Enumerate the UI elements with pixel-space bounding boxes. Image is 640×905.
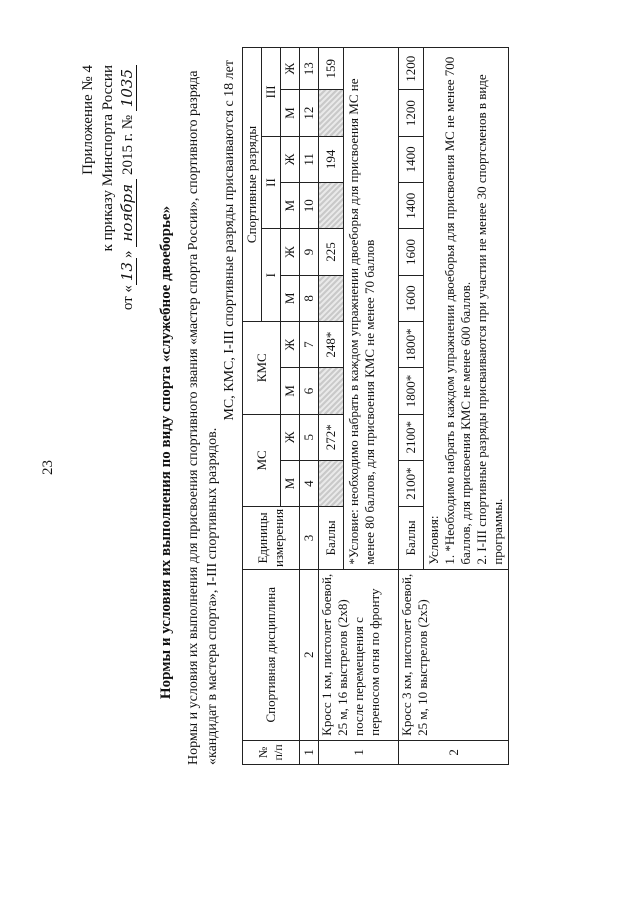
header-r1-f: Ж bbox=[281, 229, 300, 275]
appendix-label: Приложение № 4 bbox=[80, 65, 96, 175]
row2-conditions bbox=[424, 48, 509, 570]
table-row-1-values bbox=[319, 48, 344, 765]
header-kms-f: Ж bbox=[281, 321, 300, 367]
intro-paragraph: Нормы и условия их выполнения для присвоения спортивного звания «мастер спорта России», спортивного разряда «кандидат в мастера спорта», I-III спортивных разрядов. bbox=[186, 70, 220, 765]
row2-kms-m: 1800* bbox=[399, 368, 424, 414]
header-rank-1: I bbox=[262, 229, 281, 322]
colnum: 6 bbox=[300, 368, 319, 414]
header-kms: КМС bbox=[243, 321, 281, 414]
row1-r1-f: 225 bbox=[319, 229, 344, 275]
norms-table bbox=[242, 47, 509, 765]
colnum: 3 bbox=[300, 507, 319, 569]
row1-ms-m bbox=[319, 460, 344, 506]
row2-discipline: Кросс 3 км, пистолет боевой, 25 м, 10 выстрелов (2х5) bbox=[399, 569, 509, 740]
age-note: МС, КМС, I-III спортивные разряды присваиваются с 18 лет bbox=[222, 60, 237, 421]
row2-ms-f: 2100* bbox=[399, 414, 424, 460]
colnum: 9 bbox=[300, 229, 319, 275]
header-kms-m: М bbox=[281, 368, 300, 414]
date-quote: » bbox=[120, 250, 136, 258]
row1-discipline: Кросс 1 км, пистолет боевой, 25 м, 16 выстрелов (2х8) после перемещения с переносом огня по фронту bbox=[319, 569, 399, 740]
header-r1-m: М bbox=[281, 275, 300, 321]
row2-r3-m: 1200 bbox=[399, 90, 424, 136]
colnum: 11 bbox=[300, 136, 319, 182]
row2-cond-title: Условия: bbox=[426, 515, 441, 565]
header-ms: МС bbox=[243, 414, 281, 507]
row2-r1-f: 1600 bbox=[399, 229, 424, 275]
header-sport-ranks: Спортивные разряды bbox=[243, 48, 262, 322]
colnum: 2 bbox=[300, 569, 319, 740]
row2-kms-f: 1800* bbox=[399, 321, 424, 367]
row2-r2-m: 1400 bbox=[399, 183, 424, 229]
row2-units: Баллы bbox=[399, 507, 424, 569]
appendix-date-line bbox=[118, 65, 137, 310]
row1-num: 1 bbox=[319, 740, 399, 764]
row2-r1-m: 1600 bbox=[399, 275, 424, 321]
table-row-2-values bbox=[399, 48, 424, 765]
page-number: 23 bbox=[40, 460, 56, 475]
header-num: № п/п bbox=[243, 740, 300, 764]
header-ms-m: М bbox=[281, 460, 300, 506]
colnum: 12 bbox=[300, 90, 319, 136]
row2-cond-1: 1. *Необходимо набрать в каждом упражнении двоеборья для присвоения МС не менее 700 баллов, для присвоения КМС не менее 600 баллов. bbox=[442, 56, 473, 565]
header-rank-3: III bbox=[262, 48, 281, 137]
date-year: 2015 г. № bbox=[120, 114, 136, 175]
colnum: 5 bbox=[300, 414, 319, 460]
row2-cond-2: 2. I-III спортивные разряды присваиваются при участии не менее 30 спортсменов в виде программы. bbox=[474, 74, 505, 565]
row1-condition: *Условие: необходимо набрать в каждом упражнении двоеборья для присвоения МС не менее 80 баллов, для присвоения КМС не менее 70 баллов bbox=[344, 48, 399, 570]
header-units: Единицы измерения bbox=[243, 507, 300, 569]
row1-ms-f: 272* bbox=[319, 414, 344, 460]
header-row-1 bbox=[243, 48, 262, 765]
appendix-order: к приказу Минспорта России bbox=[100, 65, 116, 252]
colnum: 1 bbox=[300, 740, 319, 764]
row1-r2-f: 194 bbox=[319, 136, 344, 182]
row1-r3-m bbox=[319, 90, 344, 136]
order-number: 1035 bbox=[118, 65, 137, 111]
header-rank-2: II bbox=[262, 136, 281, 229]
row1-kms-m bbox=[319, 368, 344, 414]
header-ms-f: Ж bbox=[281, 414, 300, 460]
row2-num: 2 bbox=[399, 740, 509, 764]
row1-kms-f: 248* bbox=[319, 321, 344, 367]
row2-r2-f: 1400 bbox=[399, 136, 424, 182]
colnum: 4 bbox=[300, 460, 319, 506]
date-prefix: от « bbox=[120, 285, 136, 311]
header-r2-f: Ж bbox=[281, 136, 300, 182]
colnum: 7 bbox=[300, 321, 319, 367]
row1-r3-f: 159 bbox=[319, 48, 344, 90]
date-day: 13 bbox=[118, 258, 137, 285]
document-title: Нормы и условия их выполнения по виду спорта «служебное двоеборье» bbox=[158, 205, 174, 700]
row1-r1-m bbox=[319, 275, 344, 321]
colnum: 8 bbox=[300, 275, 319, 321]
header-r2-m: М bbox=[281, 183, 300, 229]
column-number-row bbox=[300, 48, 319, 765]
row2-r3-f: 1200 bbox=[399, 48, 424, 90]
row2-ms-m: 2100* bbox=[399, 460, 424, 506]
header-r3-m: М bbox=[281, 90, 300, 136]
header-r3-f: Ж bbox=[281, 48, 300, 90]
colnum: 10 bbox=[300, 183, 319, 229]
date-month: ноября bbox=[118, 179, 137, 247]
row1-r2-m bbox=[319, 183, 344, 229]
header-discipline: Спортивная дисциплина bbox=[243, 569, 300, 740]
colnum: 13 bbox=[300, 48, 319, 90]
row1-units: Баллы bbox=[319, 507, 344, 569]
